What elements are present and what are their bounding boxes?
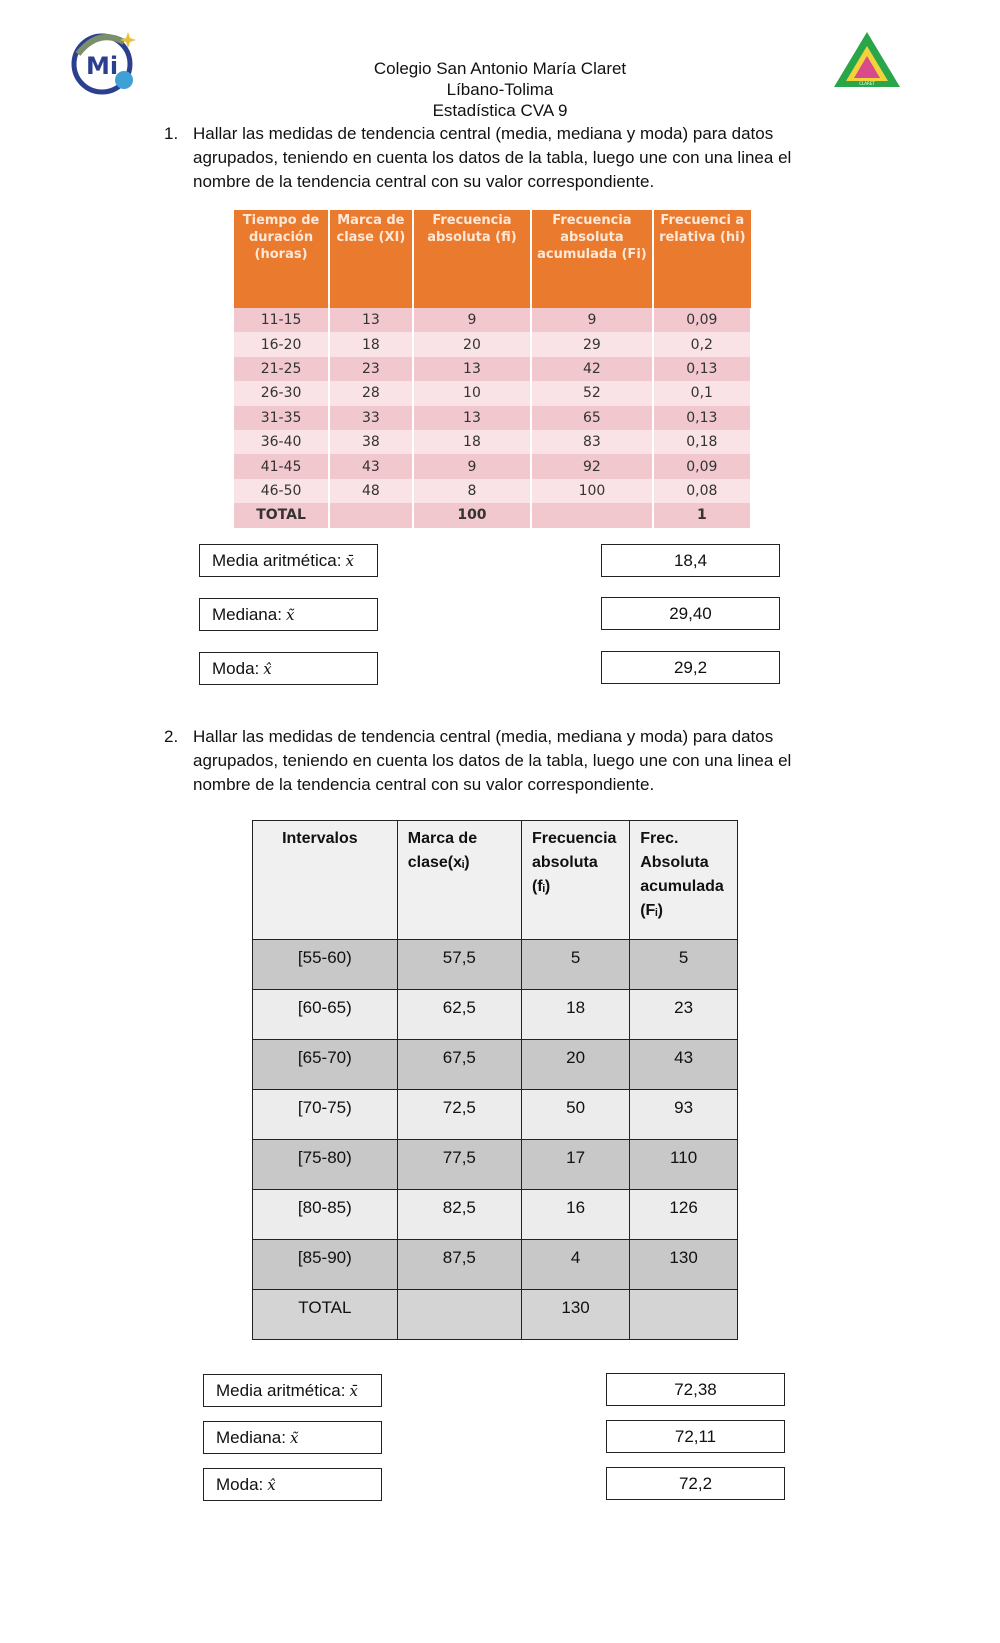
table-row	[253, 1190, 738, 1240]
mode-symbol: x̂	[267, 1476, 276, 1494]
label-text: Media aritmética:	[216, 1381, 346, 1400]
t1-cell: 0,13	[653, 357, 751, 381]
t2-cell: 50	[521, 1090, 629, 1140]
t2-cell: 43	[630, 1040, 738, 1090]
t1-cell: 38	[329, 430, 413, 454]
t2-cell	[630, 1290, 738, 1340]
t1-cell: 8	[413, 479, 532, 503]
t1-cell: 16-20	[234, 332, 329, 356]
t1-header: Tiempo de duración (horas)	[234, 210, 329, 308]
question-1-number: 1.	[164, 124, 179, 143]
t1-cell	[329, 503, 413, 527]
mean-symbol: x̄	[345, 552, 354, 570]
t1-cell: 0,13	[653, 406, 751, 430]
t1-header: Marca de clase (XI)	[329, 210, 413, 308]
t2-cell: 67,5	[397, 1040, 521, 1090]
label-text: Media aritmética:	[212, 551, 342, 570]
t2-cell: 20	[521, 1040, 629, 1090]
t2-cell: [65-70)	[253, 1040, 398, 1090]
t2-cell: 16	[521, 1190, 629, 1240]
t1-header: Frecuencia absoluta acumulada (Fi)	[531, 210, 652, 308]
table-row	[253, 1040, 738, 1090]
t1-cell: 42	[531, 357, 652, 381]
value-box[interactable]: 18,4	[601, 544, 780, 577]
t1-cell: 0,18	[653, 430, 751, 454]
t1-cell: 0,08	[653, 479, 751, 503]
t1-header: Frecuencia absoluta (fi)	[413, 210, 532, 308]
table-row	[234, 357, 751, 381]
t1-cell: 92	[531, 454, 652, 478]
mean-symbol: x̄	[349, 1382, 358, 1400]
course-title: Estadística CVA 9	[432, 101, 568, 120]
t2-cell: 23	[630, 990, 738, 1040]
t1-cell: 0,09	[653, 308, 751, 332]
t1-cell: 9	[413, 308, 532, 332]
median-symbol: x̃	[289, 1429, 299, 1447]
t2-cell: [75-80)	[253, 1140, 398, 1190]
t1-cell: 18	[329, 332, 413, 356]
frequency-table-2	[252, 820, 738, 1340]
t2-cell: [60-65)	[253, 990, 398, 1040]
table-row	[253, 940, 738, 990]
frequency-table-1	[234, 210, 752, 528]
value-box[interactable]: 72,2	[606, 1467, 785, 1500]
t1-cell: 13	[329, 308, 413, 332]
t2-header: Frecuencia absoluta (fᵢ)	[521, 821, 629, 940]
school-name: Colegio San Antonio María Claret	[373, 59, 627, 78]
t2-cell: 110	[630, 1140, 738, 1190]
t1-cell: 29	[531, 332, 652, 356]
value-box[interactable]: 72,38	[606, 1373, 785, 1406]
t1-cell	[531, 503, 652, 527]
t1-cell: 20	[413, 332, 532, 356]
table-row	[234, 454, 751, 478]
table-row	[234, 308, 751, 332]
t1-cell: 1	[653, 503, 751, 527]
t2-cell: 4	[521, 1240, 629, 1290]
t2-cell: 77,5	[397, 1140, 521, 1190]
question-2-number: 2.	[164, 727, 179, 746]
t1-cell: 83	[531, 430, 652, 454]
label-text: Mediana:	[216, 1428, 286, 1447]
t2-cell: [70-75)	[253, 1090, 398, 1140]
t2-cell: 5	[630, 940, 738, 990]
t1-cell: 41-45	[234, 454, 329, 478]
mode-symbol: x̂	[263, 660, 272, 678]
table-row	[234, 381, 751, 405]
t1-cell: 0,1	[653, 381, 751, 405]
table-row	[253, 1140, 738, 1190]
t1-cell: TOTAL	[234, 503, 329, 527]
t1-cell: 52	[531, 381, 652, 405]
mode-label-box[interactable]	[203, 1468, 382, 1501]
logo-left-text: Mi	[85, 52, 119, 80]
t2-cell: [55-60)	[253, 940, 398, 990]
t1-cell: 46-50	[234, 479, 329, 503]
t2-cell: 57,5	[397, 940, 521, 990]
t2-cell: 72,5	[397, 1090, 521, 1140]
t2-cell: 82,5	[397, 1190, 521, 1240]
t2-header: Marca de clase(xᵢ)	[397, 821, 521, 940]
value-box[interactable]: 29,40	[601, 597, 780, 630]
table-row	[234, 479, 751, 503]
table-row	[234, 430, 751, 454]
t1-cell: 13	[413, 406, 532, 430]
t1-header: Frecuenci a relativa (hi)	[653, 210, 751, 308]
mean-label-box[interactable]	[199, 544, 378, 577]
table-total-row	[253, 1290, 738, 1340]
t2-cell: [85-90)	[253, 1240, 398, 1290]
t1-cell: 9	[413, 454, 532, 478]
median-label-box[interactable]	[199, 598, 378, 631]
t2-header: Intervalos	[253, 821, 398, 940]
value-box[interactable]: 29,2	[601, 651, 780, 684]
t1-cell: 21-25	[234, 357, 329, 381]
table-row	[253, 990, 738, 1040]
t1-cell: 9	[531, 308, 652, 332]
mean-label-box[interactable]	[203, 1374, 382, 1407]
t1-cell: 13	[413, 357, 532, 381]
t2-cell: 18	[521, 990, 629, 1040]
t2-cell: 130	[630, 1240, 738, 1290]
t1-cell: 65	[531, 406, 652, 430]
t2-cell: 93	[630, 1090, 738, 1140]
label-text: Mediana:	[212, 605, 282, 624]
t2-cell: 130	[521, 1290, 629, 1340]
table-total-row	[234, 503, 751, 527]
t1-cell: 100	[413, 503, 532, 527]
label-text: Moda:	[212, 659, 260, 678]
t2-cell: 62,5	[397, 990, 521, 1040]
t1-cell: 48	[329, 479, 413, 503]
t2-cell: [80-85)	[253, 1190, 398, 1240]
median-symbol: x̃	[285, 606, 295, 624]
t1-cell: 0,2	[653, 332, 751, 356]
table-row	[234, 332, 751, 356]
t1-cell: 43	[329, 454, 413, 478]
label-text: Moda:	[216, 1475, 264, 1494]
question-2-text: Hallar las medidas de tendencia central (media, mediana y moda) para datos agrupados, teniendo en cuenta los datos de la tabla, luego une con una linea el nombre de la tendencia central con su valor correspondiente.	[193, 727, 792, 794]
logo-right-text: CLARET	[859, 81, 875, 86]
median-label-box[interactable]	[203, 1421, 382, 1454]
t1-cell: 11-15	[234, 308, 329, 332]
t2-cell: TOTAL	[253, 1290, 398, 1340]
t2-cell: 17	[521, 1140, 629, 1190]
t2-cell: 126	[630, 1190, 738, 1240]
t1-cell: 0,09	[653, 454, 751, 478]
t1-cell: 31-35	[234, 406, 329, 430]
t1-cell: 33	[329, 406, 413, 430]
t1-cell: 10	[413, 381, 532, 405]
t1-cell: 100	[531, 479, 652, 503]
table-row	[234, 406, 751, 430]
t2-cell	[397, 1290, 521, 1340]
school-city: Líbano-Tolima	[446, 80, 554, 99]
t1-cell: 18	[413, 430, 532, 454]
t1-cell: 36-40	[234, 430, 329, 454]
t2-header: Frec. Absoluta acumulada (Fᵢ)	[630, 821, 738, 940]
table-row	[253, 1090, 738, 1140]
t1-cell: 26-30	[234, 381, 329, 405]
t2-cell: 5	[521, 940, 629, 990]
value-box[interactable]: 72,11	[606, 1420, 785, 1453]
t1-cell: 23	[329, 357, 413, 381]
question-1-text: Hallar las medidas de tendencia central (media, mediana y moda) para datos agrupados, teniendo en cuenta los datos de la tabla, luego une con una linea el nombre de la tendencia central con su valor correspondiente.	[193, 124, 792, 191]
t1-cell: 28	[329, 381, 413, 405]
t2-cell: 87,5	[397, 1240, 521, 1290]
mode-label-box[interactable]	[199, 652, 378, 685]
table-row	[253, 1240, 738, 1290]
